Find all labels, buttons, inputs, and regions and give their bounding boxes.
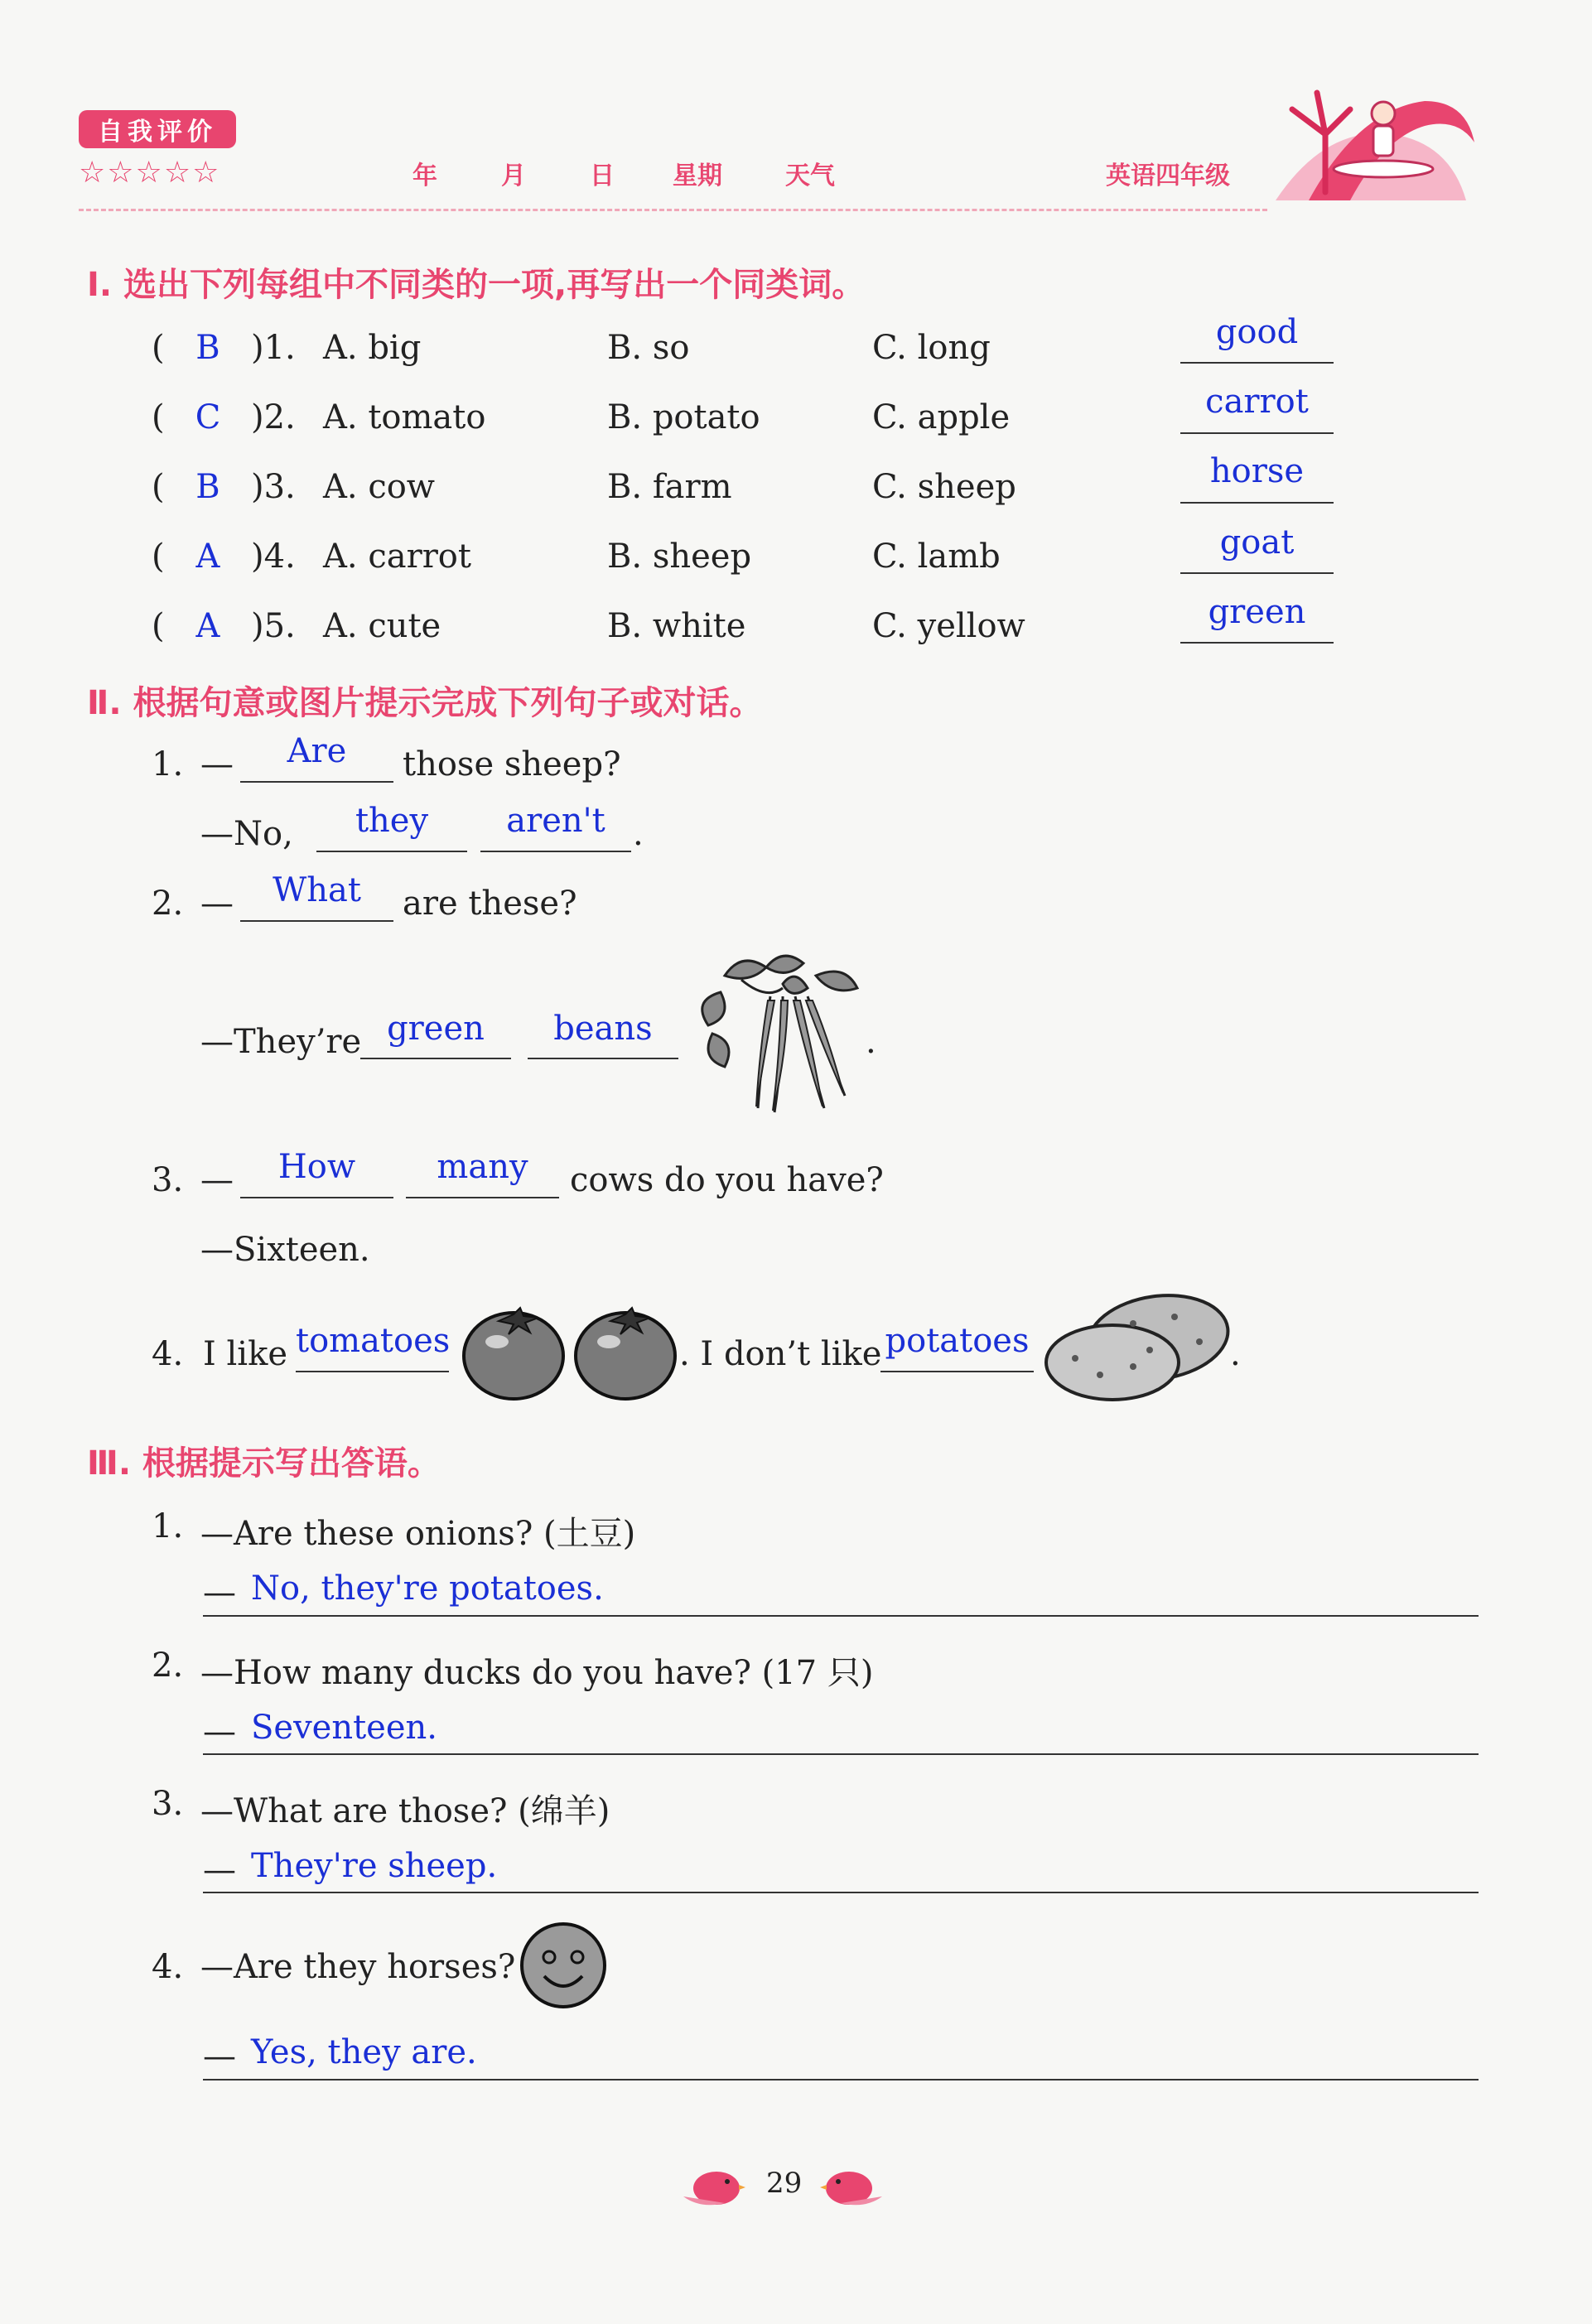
grade-label: 英语四年级 — [1106, 162, 1230, 190]
potatoes-icon — [1042, 1292, 1233, 1404]
blank-line — [528, 1058, 678, 1059]
choice-answer[interactable]: A — [195, 607, 220, 645]
option-c: C. long — [872, 329, 991, 367]
q4-mid: . I don’t like — [679, 1335, 882, 1373]
q3-number: 3. — [152, 1161, 184, 1199]
blank-line — [296, 1371, 449, 1372]
s3-question: —What are those? (绵羊) — [200, 1792, 610, 1830]
q1-blank-2[interactable]: they — [355, 802, 429, 840]
s3-answer[interactable]: Seventeen. — [251, 1709, 437, 1747]
option-c: C. yellow — [872, 607, 1025, 645]
s3-answer[interactable]: They're sheep. — [251, 1847, 498, 1885]
q4-blank-2[interactable]: potatoes — [885, 1322, 1030, 1360]
bird-right-icon — [820, 2163, 886, 2213]
blank-line — [480, 851, 631, 852]
same-category-word[interactable]: good — [1215, 313, 1299, 351]
option-a: A. big — [323, 329, 422, 367]
q3-rest: cows do you have? — [570, 1161, 884, 1199]
answer-blank — [1180, 432, 1334, 434]
section-1-title: Ⅰ. 选出下列每组中不同类的一项,再写出一个同类词。 — [87, 266, 866, 304]
header-year: 年 — [412, 162, 437, 190]
header-day: 日 — [590, 162, 615, 190]
q3-reply: —Sixteen. — [200, 1231, 370, 1269]
item-number: )5. — [251, 607, 296, 645]
option-b: B. potato — [607, 398, 760, 436]
blank-line — [240, 1197, 393, 1198]
q4-end: . — [1230, 1335, 1241, 1373]
item-number: )4. — [251, 538, 296, 576]
page-number: 29 — [766, 2167, 803, 2200]
blank-line — [406, 1197, 559, 1198]
same-category-word[interactable]: carrot — [1205, 383, 1309, 421]
option-a: A. cute — [323, 607, 441, 645]
q1-blank-3[interactable]: aren't — [506, 802, 605, 840]
choice-answer[interactable]: B — [195, 468, 220, 506]
rating-stars[interactable]: ☆☆☆☆☆ — [79, 156, 221, 190]
blank-line — [240, 920, 393, 922]
q2-reply: —They’re — [200, 1023, 362, 1061]
section-3-title: Ⅲ. 根据提示写出答语。 — [87, 1444, 441, 1483]
section-2-title: Ⅱ. 根据句意或图片提示完成下列句子或对话。 — [87, 684, 763, 722]
item-number: )2. — [251, 398, 296, 436]
header-month: 月 — [501, 162, 526, 190]
q2-blank-3[interactable]: beans — [553, 1010, 653, 1048]
option-b: B. farm — [607, 468, 732, 506]
answer-blank — [1180, 642, 1334, 644]
q3-blank-2[interactable]: many — [437, 1148, 528, 1186]
answer-line — [203, 1892, 1479, 1893]
item-number: )1. — [251, 329, 296, 367]
choice-answer[interactable]: B — [195, 329, 220, 367]
s3-answer-dash: — — [203, 1713, 236, 1751]
option-a: A. tomato — [323, 398, 486, 436]
tomatoes-icon — [460, 1304, 679, 1404]
q4-number: 4. — [152, 1335, 184, 1373]
option-a: A. carrot — [323, 538, 471, 576]
option-c: C. apple — [872, 398, 1011, 436]
answer-blank — [1180, 572, 1334, 574]
option-b: B. white — [607, 607, 746, 645]
surfer-logo-icon — [1259, 76, 1483, 217]
option-a: A. cow — [323, 468, 436, 506]
option-c: C. lamb — [872, 538, 1001, 576]
option-b: B. sheep — [607, 538, 752, 576]
s3-question: —Are these onions? (土豆) — [200, 1515, 636, 1553]
paren-open: ( — [152, 329, 165, 367]
paren-open: ( — [152, 468, 165, 506]
answer-line — [203, 2079, 1479, 2081]
s3-answer[interactable]: Yes, they are. — [251, 2033, 477, 2071]
q2-number: 2. — [152, 885, 184, 923]
q2-end: . — [866, 1023, 876, 1061]
q2-blank-2[interactable]: green — [387, 1010, 485, 1048]
q1-blank-1[interactable]: Are — [287, 732, 347, 770]
bird-left-icon — [679, 2163, 745, 2213]
same-category-word[interactable]: goat — [1219, 523, 1295, 562]
header-divider — [79, 209, 1267, 211]
paren-open: ( — [152, 398, 165, 436]
smiley-face-icon — [518, 1920, 609, 2011]
same-category-word[interactable]: green — [1208, 593, 1306, 631]
option-b: B. so — [607, 329, 690, 367]
header-weekday: 星期 — [673, 162, 722, 190]
header-weather: 天气 — [785, 162, 835, 190]
item-number: )3. — [251, 468, 296, 506]
q4-blank-1[interactable]: tomatoes — [296, 1322, 451, 1360]
q1-rest: those sheep? — [403, 745, 621, 784]
green-beans-icon — [692, 951, 866, 1116]
s3-item-number: 2. — [152, 1647, 184, 1685]
s3-answer-dash: — — [203, 1851, 236, 1889]
s3-answer[interactable]: No, they're potatoes. — [251, 1569, 604, 1608]
answer-line — [203, 1615, 1479, 1617]
blank-line — [240, 781, 393, 783]
s3-item-number: 3. — [152, 1785, 184, 1823]
s3-question: —How many ducks do you have? (17 只) — [200, 1654, 874, 1692]
s3-question: —Are they horses? — [200, 1948, 516, 1986]
q4-pre: I like — [203, 1335, 288, 1373]
same-category-word[interactable]: horse — [1209, 452, 1305, 490]
q1-end: . — [633, 815, 644, 853]
q2-blank-1[interactable]: What — [273, 871, 361, 909]
q3-blank-1[interactable]: How — [277, 1148, 356, 1186]
blank-line — [316, 851, 467, 852]
paren-open: ( — [152, 538, 165, 576]
blank-line — [360, 1058, 511, 1059]
blank-line — [880, 1371, 1034, 1372]
choice-answer[interactable]: C — [195, 398, 221, 436]
answer-line — [203, 1753, 1479, 1755]
q1-dash: — — [200, 745, 234, 784]
q1-number: 1. — [152, 745, 184, 784]
option-c: C. sheep — [872, 468, 1016, 506]
answer-blank — [1180, 362, 1334, 364]
q3-dash: — — [200, 1161, 234, 1199]
q2-rest: are these? — [403, 885, 577, 923]
q2-dash: — — [200, 885, 234, 923]
paren-open: ( — [152, 607, 165, 645]
s3-answer-dash: — — [203, 1574, 236, 1612]
answer-blank — [1180, 502, 1334, 504]
s3-item-number: 1. — [152, 1507, 184, 1545]
self-evaluation-badge: 自我评价 — [79, 110, 236, 148]
s3-item-number: 4. — [152, 1948, 184, 1986]
q1-reply: —No, — [200, 815, 293, 853]
s3-answer-dash: — — [203, 2037, 236, 2076]
choice-answer[interactable]: A — [195, 538, 220, 576]
